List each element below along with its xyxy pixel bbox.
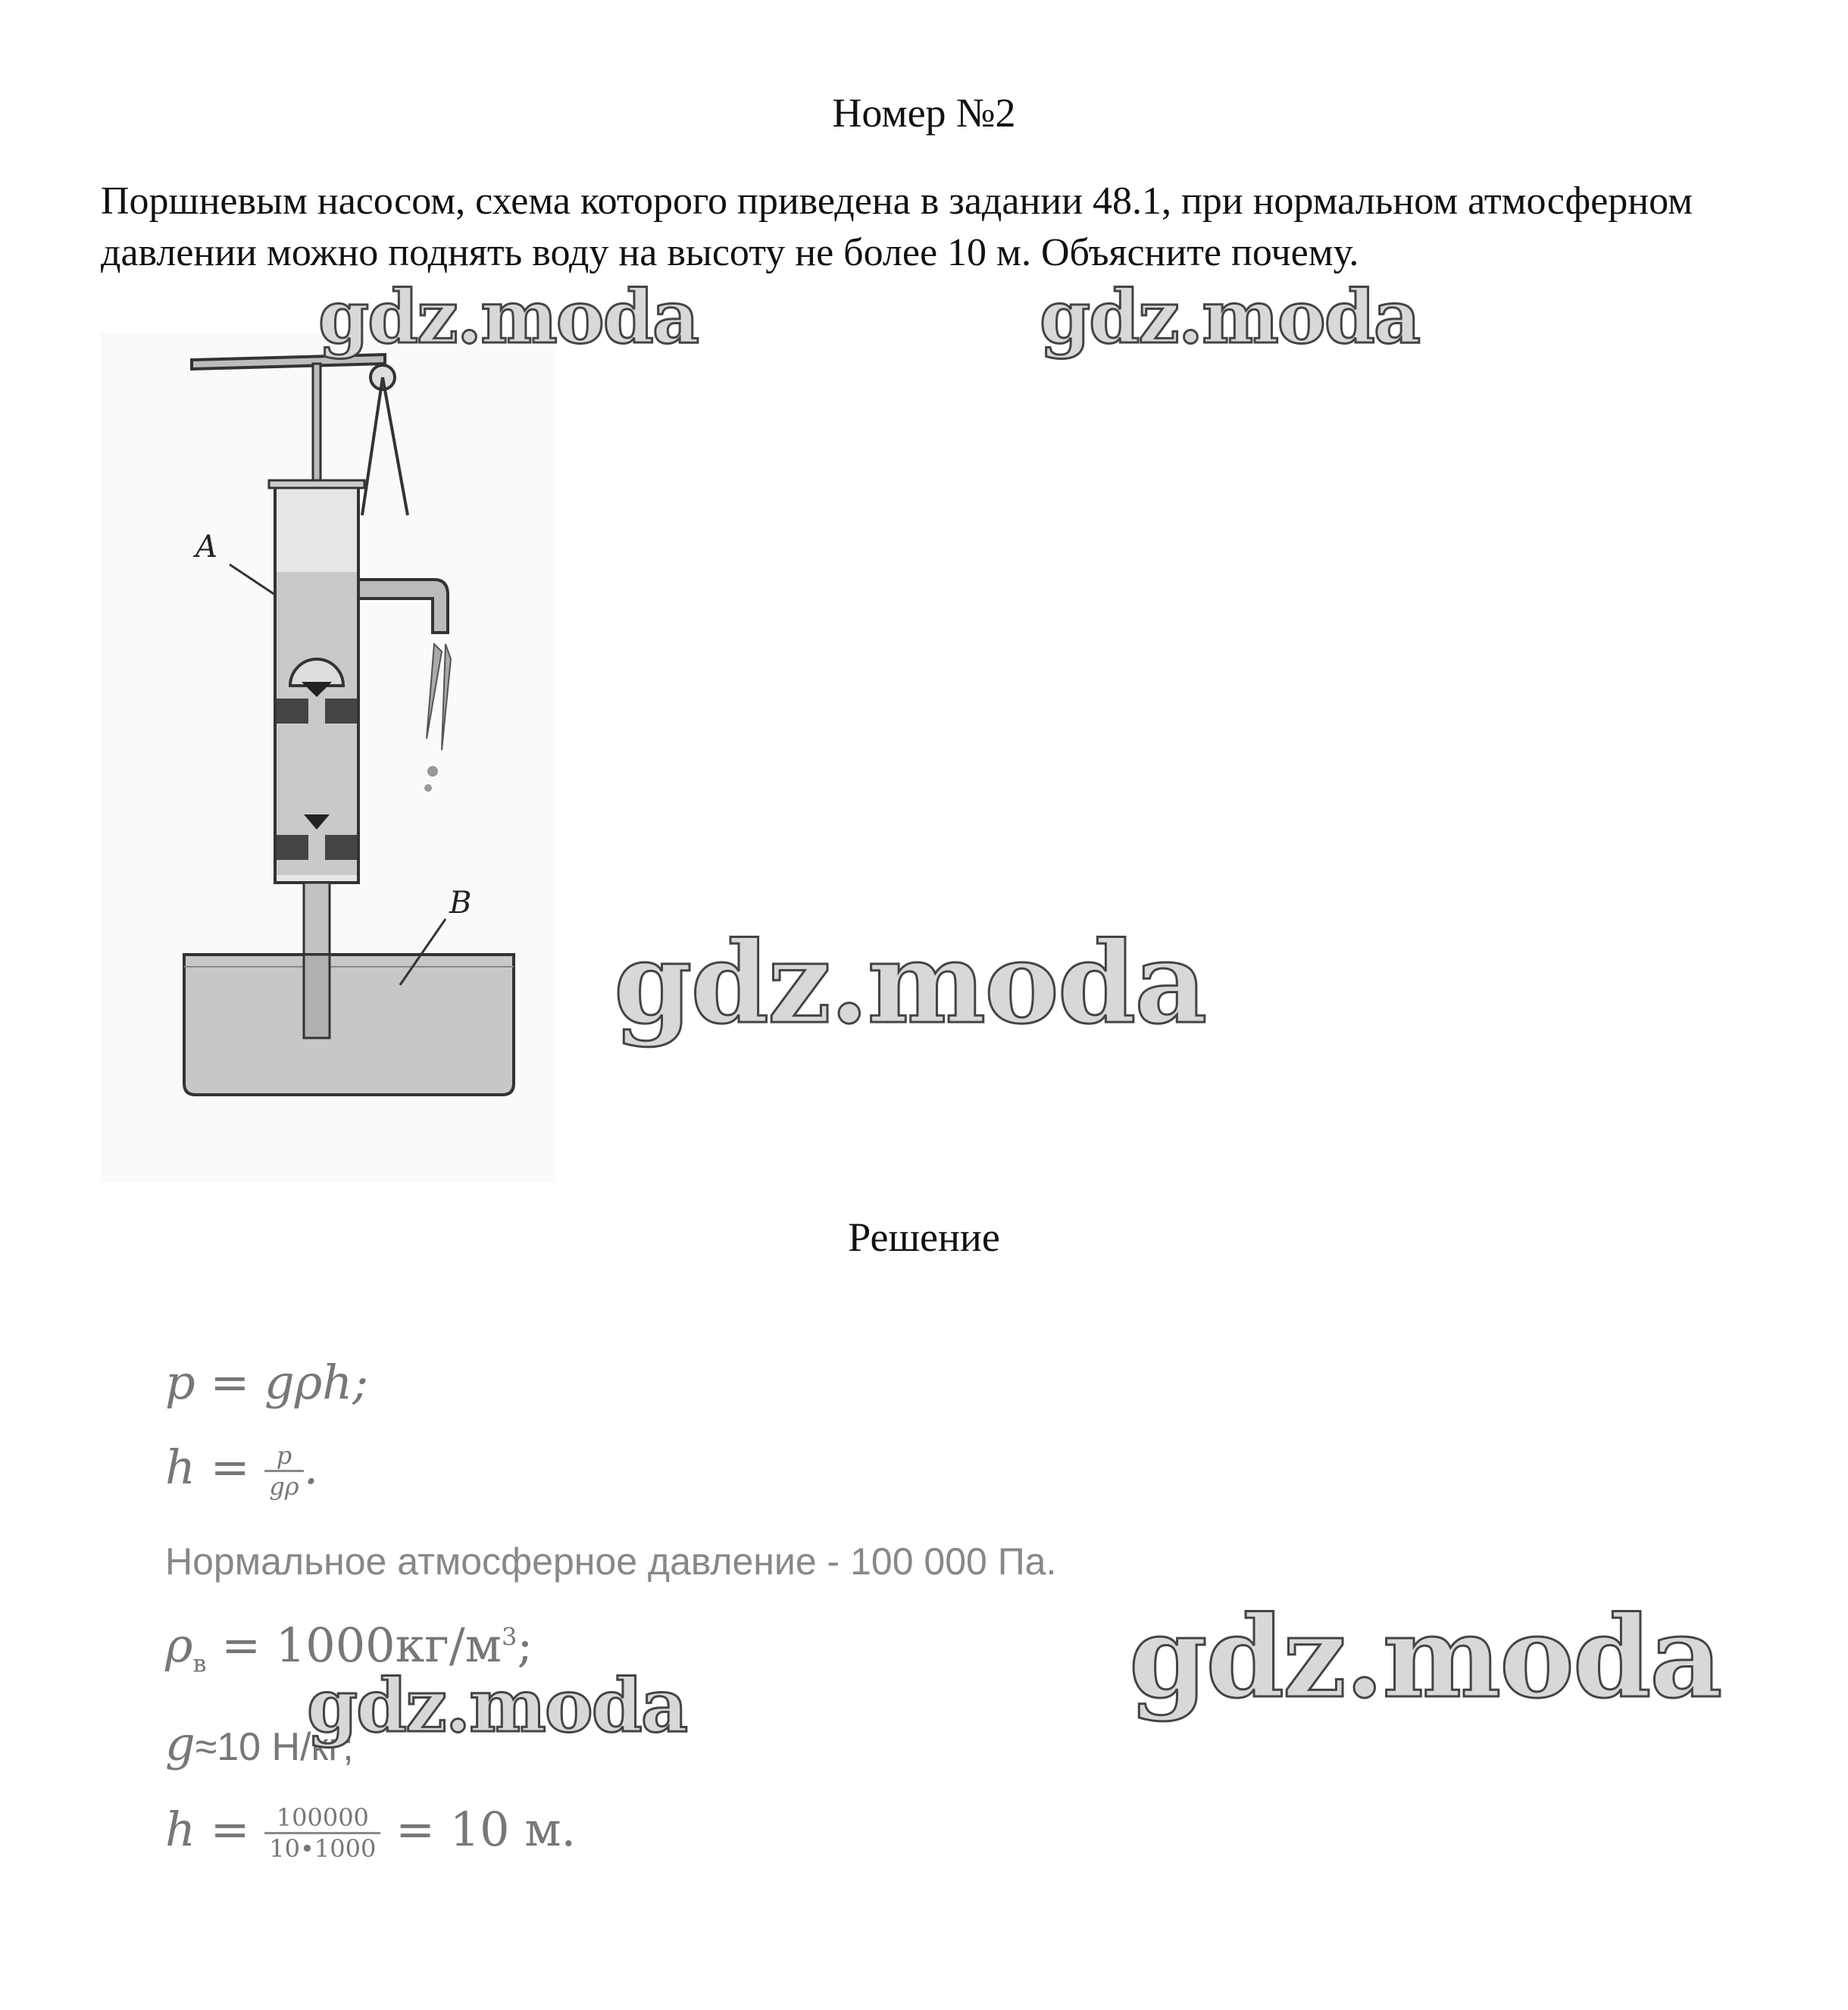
watermark: gdz.moda <box>614 917 1206 1049</box>
density-superscript: 3 <box>501 1622 518 1652</box>
density-value: = 1000кг/м <box>221 1618 502 1673</box>
density-subscript: в <box>192 1649 207 1678</box>
label-a: A <box>195 530 217 564</box>
formula-end: . <box>303 1440 319 1495</box>
watermark: gdz.moda <box>1040 274 1420 360</box>
density-end: ; <box>517 1618 533 1673</box>
piston-pump-diagram <box>101 333 555 1182</box>
density-symbol: ρ <box>165 1618 193 1673</box>
result-lhs: h = <box>165 1802 250 1857</box>
fraction <box>264 1803 380 1863</box>
watermark: gdz.moda <box>307 1663 687 1749</box>
gravity-symbol: g <box>165 1716 195 1771</box>
fraction-numerator: p <box>264 1441 303 1472</box>
formula-pressure: p = gρh; <box>165 1355 369 1410</box>
fraction-numerator: 100000 <box>264 1803 380 1834</box>
fraction <box>264 1441 303 1501</box>
solution-title: Решение <box>848 1214 1000 1260</box>
watermark: gdz.moda <box>318 274 699 360</box>
fraction-denominator: gρ <box>269 1472 299 1502</box>
formula-height <box>165 1440 318 1501</box>
formula-height-lhs: h = <box>165 1440 250 1495</box>
gravity-value: ≈10 Н/кг; <box>195 1725 354 1769</box>
fraction-denominator: 10•1000 <box>269 1834 377 1864</box>
water-tank <box>184 955 514 1095</box>
watermark: gdz.moda <box>1129 1591 1721 1723</box>
result-rhs: = 10 м. <box>396 1802 577 1857</box>
label-b: B <box>449 886 472 921</box>
task-text: Поршневым насосом, схема которого приведена в задании 48.1, при нормальном атмосферном давлении можно поднять воду на высоту не более 10 м. Объясните почему. <box>101 180 1693 274</box>
page-title: Номер №2 <box>832 90 1016 136</box>
formula-result <box>165 1802 576 1863</box>
atmospheric-pressure-text: Нормальное атмосферное давление - 100 000 Па. <box>165 1540 1057 1583</box>
